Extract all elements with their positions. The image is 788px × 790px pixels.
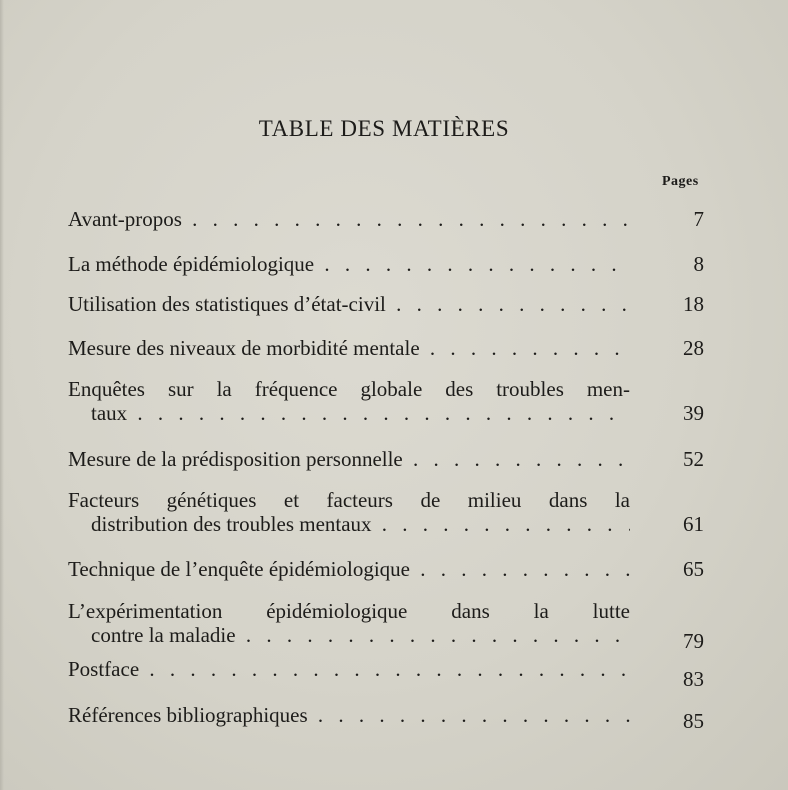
toc-entry-methode-epidemiologique xyxy=(68,252,708,276)
toc-entry-page: 28 xyxy=(683,336,704,360)
toc-entry-statistiques-etat-civil xyxy=(68,292,708,316)
toc-entry-title: Mesure des niveaux de morbidité mentale . . . xyxy=(68,336,630,360)
toc-entry-predisposition xyxy=(68,447,708,471)
toc-entry-page: 52 xyxy=(683,447,704,471)
toc-title: TABLE DES MATIÈRES xyxy=(258,116,510,141)
toc-entry-postface xyxy=(68,657,708,691)
toc-entry-title-line-1: Facteurs génétiques et facteurs de milieu dans la xyxy=(68,488,630,512)
toc-entry-title-line-2: taux . . . xyxy=(68,401,630,425)
toc-entry-title-line-2: distribution des troubles mentaux . . . xyxy=(68,512,630,536)
toc-entry-niveaux-morbidite xyxy=(68,336,708,360)
toc-entry-facteurs-genetiques xyxy=(68,488,708,536)
toc-entry-title-line-1: Enquêtes sur la fréquence globale des troubles men- xyxy=(68,377,630,401)
toc-entry-title: Mesure de la prédisposition personnelle . . . xyxy=(68,447,630,471)
toc-entry-title: Avant-propos . . . xyxy=(68,207,630,231)
toc-entry-page: 79 xyxy=(683,629,704,653)
toc-entry-title: La méthode épidémiologique . . . xyxy=(68,252,630,276)
toc-entry-title-line-2: contre la maladie . . . xyxy=(68,623,630,647)
toc-entry-title: Références bibliographiques . . . xyxy=(68,703,630,727)
pages-column-header: Pages xyxy=(662,174,699,189)
toc-entry-avant-propos xyxy=(68,207,708,231)
toc-entry-references xyxy=(68,703,708,733)
toc-entry-page: 39 xyxy=(683,401,704,425)
toc-entry-page: 61 xyxy=(683,512,704,536)
toc-entry-title: Technique de l’enquête épidémiologique . . . xyxy=(68,557,630,581)
toc-entry-page: 7 xyxy=(693,207,704,231)
toc-entry-page: 8 xyxy=(693,252,704,276)
toc-entry-title-line-1: L’expérimentation épidémiologique dans la lutte xyxy=(68,599,630,623)
toc-entry-experimentation xyxy=(68,599,708,653)
toc-entry-enquetes-frequence xyxy=(68,377,708,425)
toc-entry-page: 85 xyxy=(683,709,704,733)
toc-entry-title: Utilisation des statistiques d’état-civil . . . xyxy=(68,292,630,316)
toc-entry-page: 65 xyxy=(683,557,704,581)
toc-entry-page: 18 xyxy=(683,292,704,316)
toc-entry-page: 83 xyxy=(683,667,704,691)
toc-entry-title: Postface . . . xyxy=(68,657,630,681)
toc-entry-technique-enquete xyxy=(68,557,708,581)
